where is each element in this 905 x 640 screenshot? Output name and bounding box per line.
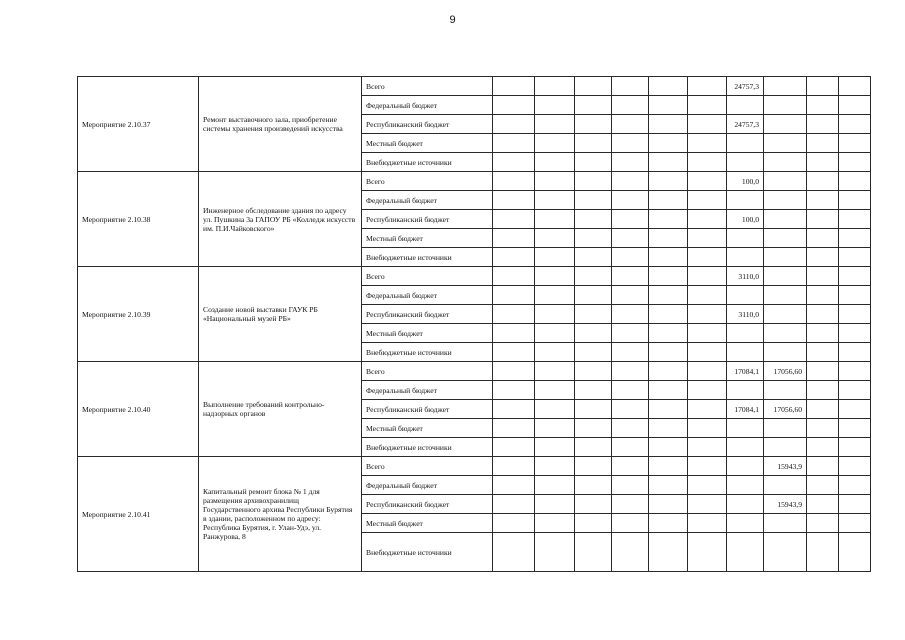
value-cell <box>649 324 688 343</box>
value-cell <box>649 305 688 324</box>
value-cell <box>535 191 575 210</box>
value-cell <box>575 134 612 153</box>
funding-source: Внебюджетные источники <box>362 153 493 172</box>
value-cell <box>575 324 612 343</box>
value-cell <box>535 419 575 438</box>
value-cell <box>612 362 649 381</box>
value-cell <box>575 362 612 381</box>
value-cell <box>535 96 575 115</box>
value-cell <box>688 210 727 229</box>
funding-source: Республиканский бюджет <box>362 115 493 134</box>
measure-description: Создание новой выставки ГАУК РБ «Национальный музей РБ» <box>199 267 362 362</box>
value-cell <box>575 77 612 96</box>
funding-source: Республиканский бюджет <box>362 495 493 514</box>
measure-name: Мероприятие 2.10.39 <box>78 267 199 362</box>
value-cell <box>649 77 688 96</box>
value-cell <box>807 419 839 438</box>
value-cell <box>575 438 612 457</box>
funding-source: Федеральный бюджет <box>362 381 493 400</box>
value-cell <box>839 305 871 324</box>
value-cell <box>493 476 535 495</box>
value-cell <box>764 248 807 267</box>
value-cell <box>839 419 871 438</box>
value-cell <box>807 476 839 495</box>
value-cell <box>727 343 764 362</box>
value-cell <box>807 153 839 172</box>
value-cell: 15943,9 <box>764 495 807 514</box>
table-row <box>78 362 871 381</box>
value-cell <box>764 514 807 533</box>
value-cell <box>493 286 535 305</box>
value-cell <box>535 286 575 305</box>
value-cell <box>612 419 649 438</box>
value-cell <box>575 419 612 438</box>
value-cell <box>612 248 649 267</box>
value-cell <box>839 115 871 134</box>
value-cell <box>535 495 575 514</box>
value-cell <box>649 191 688 210</box>
value-cell <box>575 495 612 514</box>
value-cell <box>688 457 727 476</box>
value-cell <box>807 381 839 400</box>
value-cell <box>727 96 764 115</box>
funding-source: Внебюджетные источники <box>362 248 493 267</box>
value-cell <box>535 134 575 153</box>
value-cell <box>764 115 807 134</box>
value-cell <box>727 191 764 210</box>
funding-source: Внебюджетные источники <box>362 343 493 362</box>
value-cell <box>688 495 727 514</box>
value-cell <box>612 381 649 400</box>
value-cell <box>575 533 612 572</box>
value-cell <box>807 324 839 343</box>
value-cell <box>612 400 649 419</box>
value-cell <box>493 267 535 286</box>
value-cell <box>535 533 575 572</box>
value-cell <box>688 248 727 267</box>
value-cell <box>575 476 612 495</box>
value-cell <box>839 96 871 115</box>
value-cell <box>649 514 688 533</box>
funding-source: Федеральный бюджет <box>362 286 493 305</box>
value-cell <box>649 381 688 400</box>
value-cell <box>688 400 727 419</box>
value-cell <box>535 381 575 400</box>
funding-source: Местный бюджет <box>362 419 493 438</box>
value-cell <box>764 172 807 191</box>
page-number: 9 <box>449 14 456 26</box>
value-cell <box>535 153 575 172</box>
value-cell <box>612 495 649 514</box>
value-cell: 24757,3 <box>727 115 764 134</box>
value-cell <box>649 172 688 191</box>
value-cell <box>575 172 612 191</box>
funding-source: Всего <box>362 267 493 286</box>
value-cell <box>493 115 535 134</box>
value-cell <box>575 343 612 362</box>
value-cell <box>839 172 871 191</box>
value-cell <box>688 172 727 191</box>
value-cell <box>807 210 839 229</box>
table-body <box>78 77 871 572</box>
funding-source: Местный бюджет <box>362 229 493 248</box>
value-cell <box>807 514 839 533</box>
value-cell <box>807 134 839 153</box>
value-cell <box>807 248 839 267</box>
value-cell <box>612 115 649 134</box>
value-cell <box>649 400 688 419</box>
value-cell <box>688 438 727 457</box>
value-cell <box>764 267 807 286</box>
value-cell <box>764 210 807 229</box>
value-cell <box>612 305 649 324</box>
value-cell <box>493 362 535 381</box>
value-cell <box>493 343 535 362</box>
value-cell <box>807 438 839 457</box>
value-cell <box>688 229 727 248</box>
value-cell <box>688 134 727 153</box>
value-cell <box>807 362 839 381</box>
funding-source: Федеральный бюджет <box>362 96 493 115</box>
value-cell <box>839 248 871 267</box>
value-cell <box>764 381 807 400</box>
value-cell <box>535 248 575 267</box>
measure-name: Мероприятие 2.10.38 <box>78 172 199 267</box>
value-cell <box>807 77 839 96</box>
value-cell <box>688 305 727 324</box>
value-cell <box>727 476 764 495</box>
value-cell <box>575 457 612 476</box>
value-cell <box>764 438 807 457</box>
value-cell <box>807 172 839 191</box>
value-cell <box>727 134 764 153</box>
funding-source: Местный бюджет <box>362 514 493 533</box>
value-cell <box>839 381 871 400</box>
value-cell <box>575 400 612 419</box>
value-cell <box>764 153 807 172</box>
value-cell <box>493 533 535 572</box>
value-cell <box>807 457 839 476</box>
value-cell <box>764 134 807 153</box>
value-cell: 17084,1 <box>727 362 764 381</box>
value-cell <box>535 514 575 533</box>
value-cell <box>807 286 839 305</box>
value-cell <box>493 419 535 438</box>
table-row <box>78 267 871 286</box>
value-cell <box>839 153 871 172</box>
value-cell <box>807 400 839 419</box>
value-cell <box>493 400 535 419</box>
value-cell <box>535 229 575 248</box>
value-cell <box>764 286 807 305</box>
value-cell <box>649 267 688 286</box>
value-cell <box>839 400 871 419</box>
value-cell <box>688 343 727 362</box>
value-cell <box>493 77 535 96</box>
value-cell <box>727 381 764 400</box>
value-cell <box>688 514 727 533</box>
value-cell <box>764 343 807 362</box>
value-cell <box>612 96 649 115</box>
value-cell <box>535 400 575 419</box>
budget-table <box>77 76 871 572</box>
funding-source: Республиканский бюджет <box>362 210 493 229</box>
value-cell <box>575 96 612 115</box>
value-cell <box>727 419 764 438</box>
value-cell <box>493 248 535 267</box>
value-cell <box>612 514 649 533</box>
value-cell <box>807 96 839 115</box>
value-cell <box>612 229 649 248</box>
value-cell <box>612 343 649 362</box>
value-cell <box>535 210 575 229</box>
value-cell <box>535 438 575 457</box>
value-cell <box>727 514 764 533</box>
value-cell <box>612 191 649 210</box>
value-cell <box>649 419 688 438</box>
value-cell <box>727 229 764 248</box>
value-cell <box>649 229 688 248</box>
value-cell <box>649 96 688 115</box>
table-row <box>78 457 871 476</box>
value-cell <box>688 533 727 572</box>
value-cell <box>535 115 575 134</box>
value-cell <box>649 362 688 381</box>
value-cell <box>649 210 688 229</box>
value-cell: 3110,0 <box>727 267 764 286</box>
value-cell <box>688 96 727 115</box>
value-cell <box>764 533 807 572</box>
value-cell <box>807 343 839 362</box>
value-cell <box>727 533 764 572</box>
value-cell <box>839 438 871 457</box>
value-cell <box>807 495 839 514</box>
value-cell <box>612 134 649 153</box>
value-cell: 100,0 <box>727 210 764 229</box>
value-cell <box>727 457 764 476</box>
value-cell <box>839 362 871 381</box>
value-cell <box>575 286 612 305</box>
value-cell <box>649 153 688 172</box>
value-cell <box>688 362 727 381</box>
value-cell <box>764 476 807 495</box>
value-cell <box>649 286 688 305</box>
value-cell <box>688 115 727 134</box>
value-cell <box>535 267 575 286</box>
value-cell <box>839 210 871 229</box>
value-cell <box>764 324 807 343</box>
value-cell <box>807 191 839 210</box>
value-cell <box>493 514 535 533</box>
value-cell <box>727 153 764 172</box>
value-cell: 15943,9 <box>764 457 807 476</box>
value-cell <box>493 381 535 400</box>
funding-source: Республиканский бюджет <box>362 400 493 419</box>
value-cell <box>493 210 535 229</box>
value-cell <box>764 229 807 248</box>
value-cell: 3110,0 <box>727 305 764 324</box>
value-cell <box>839 191 871 210</box>
value-cell <box>839 229 871 248</box>
value-cell <box>612 153 649 172</box>
value-cell <box>807 533 839 572</box>
value-cell: 17084,1 <box>727 400 764 419</box>
value-cell <box>575 229 612 248</box>
value-cell: 100,0 <box>727 172 764 191</box>
funding-source: Местный бюджет <box>362 324 493 343</box>
value-cell <box>688 381 727 400</box>
value-cell <box>493 96 535 115</box>
measure-description: Капитальный ремонт блока № 1 для размещения архивохранилищ Государственного архива Республики Бурятия в здании, расположенном по адресу: Республика Бурятия, г. Улан-Удэ, ул. Ранжурова, 8 <box>199 457 362 572</box>
value-cell <box>688 476 727 495</box>
value-cell <box>839 476 871 495</box>
value-cell <box>535 305 575 324</box>
value-cell <box>688 419 727 438</box>
value-cell <box>727 495 764 514</box>
value-cell <box>688 153 727 172</box>
value-cell <box>688 77 727 96</box>
value-cell <box>535 324 575 343</box>
value-cell <box>535 476 575 495</box>
value-cell <box>688 267 727 286</box>
value-cell <box>839 134 871 153</box>
measure-name: Мероприятие 2.10.40 <box>78 362 199 457</box>
value-cell <box>764 191 807 210</box>
value-cell <box>575 248 612 267</box>
value-cell <box>727 324 764 343</box>
value-cell <box>727 248 764 267</box>
value-cell <box>612 77 649 96</box>
measure-description: Ремонт выставочного зала, приобретение системы хранения произведений искусства <box>199 77 362 172</box>
value-cell <box>649 248 688 267</box>
measure-name: Мероприятие 2.10.41 <box>78 457 199 572</box>
value-cell <box>612 533 649 572</box>
value-cell <box>493 229 535 248</box>
value-cell <box>649 438 688 457</box>
value-cell <box>575 153 612 172</box>
value-cell <box>839 77 871 96</box>
value-cell <box>575 514 612 533</box>
funding-source: Внебюджетные источники <box>362 533 493 572</box>
value-cell: 17056,60 <box>764 362 807 381</box>
funding-source: Всего <box>362 172 493 191</box>
value-cell <box>612 438 649 457</box>
value-cell <box>649 343 688 362</box>
value-cell <box>575 381 612 400</box>
value-cell <box>575 210 612 229</box>
value-cell <box>575 115 612 134</box>
value-cell <box>839 267 871 286</box>
funding-source: Федеральный бюджет <box>362 191 493 210</box>
value-cell <box>764 305 807 324</box>
value-cell <box>649 134 688 153</box>
value-cell <box>493 191 535 210</box>
value-cell <box>575 267 612 286</box>
measure-description: Инженерное обследование здания по адресу ул. Пушкина 3а ГАПОУ РБ «Колледж искусств им. П.И.Чайковского» <box>199 172 362 267</box>
value-cell <box>612 476 649 495</box>
value-cell <box>727 286 764 305</box>
value-cell <box>575 305 612 324</box>
value-cell <box>493 153 535 172</box>
value-cell <box>649 115 688 134</box>
funding-source: Внебюджетные источники <box>362 438 493 457</box>
value-cell <box>764 419 807 438</box>
funding-source: Всего <box>362 457 493 476</box>
value-cell <box>493 438 535 457</box>
value-cell <box>807 229 839 248</box>
value-cell <box>535 77 575 96</box>
value-cell <box>493 134 535 153</box>
value-cell <box>688 191 727 210</box>
value-cell <box>839 514 871 533</box>
value-cell <box>535 343 575 362</box>
measure-name: Мероприятие 2.10.37 <box>78 77 199 172</box>
value-cell <box>535 457 575 476</box>
value-cell <box>612 267 649 286</box>
value-cell <box>612 172 649 191</box>
value-cell <box>612 324 649 343</box>
value-cell <box>535 362 575 381</box>
value-cell <box>493 305 535 324</box>
value-cell <box>612 457 649 476</box>
funding-source: Республиканский бюджет <box>362 305 493 324</box>
measure-description: Выполнение требований контрольно-надзорных органов <box>199 362 362 457</box>
value-cell <box>764 96 807 115</box>
value-cell <box>839 533 871 572</box>
value-cell <box>839 495 871 514</box>
table-row <box>78 77 871 96</box>
value-cell <box>493 495 535 514</box>
funding-source: Местный бюджет <box>362 134 493 153</box>
value-cell <box>839 343 871 362</box>
value-cell <box>575 191 612 210</box>
table-row <box>78 172 871 191</box>
value-cell <box>649 457 688 476</box>
value-cell <box>807 305 839 324</box>
value-cell <box>649 476 688 495</box>
value-cell <box>807 115 839 134</box>
value-cell <box>612 286 649 305</box>
value-cell <box>839 457 871 476</box>
value-cell <box>493 172 535 191</box>
value-cell <box>839 286 871 305</box>
value-cell <box>493 457 535 476</box>
value-cell <box>612 210 649 229</box>
value-cell <box>535 172 575 191</box>
value-cell <box>493 324 535 343</box>
funding-source: Всего <box>362 77 493 96</box>
funding-source: Всего <box>362 362 493 381</box>
value-cell <box>649 533 688 572</box>
value-cell <box>688 324 727 343</box>
value-cell <box>764 77 807 96</box>
funding-source: Федеральный бюджет <box>362 476 493 495</box>
value-cell <box>688 286 727 305</box>
value-cell: 17056,60 <box>764 400 807 419</box>
value-cell <box>839 324 871 343</box>
value-cell <box>649 495 688 514</box>
value-cell <box>807 267 839 286</box>
value-cell <box>727 438 764 457</box>
value-cell: 24757,3 <box>727 77 764 96</box>
